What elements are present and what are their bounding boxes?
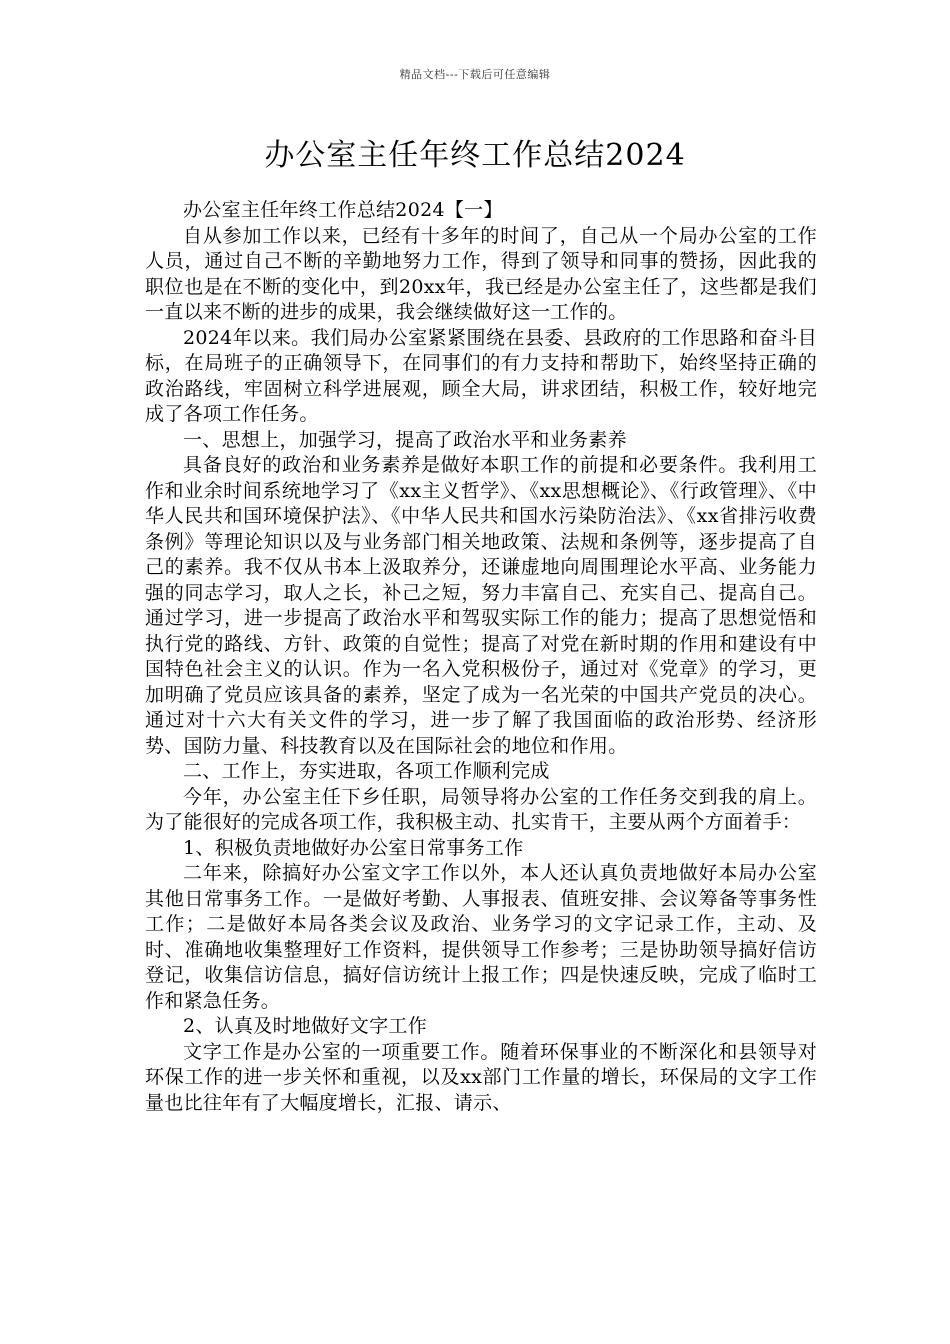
subtitle-heading: 办公室主任年终工作总结2024【一】 (183, 199, 503, 221)
document-body (145, 198, 817, 1116)
paragraph: 自从参加工作以来，已经有十多年的时间了，自己从一个局办公室的工作人员，通过自己不断的辛勤地努力工作，得到了领导和同事的赞扬，因此我的职位也是在不断的变化中，到20xx年，我已经是办公室主任了，这些都是我们一直以来不断的进步的成果，我会继续做好这一工作的。 (145, 224, 817, 323)
paragraph: 今年，办公室主任下乡任职，局领导将办公室的工作任务交到我的肩上。为了能很好的完成各项工作，我积极主动、扎实肯干，主要从两个方面着手： (145, 785, 817, 833)
paragraph: 二年来，除搞好办公室文字工作以外，本人还认真负责地做好本局办公室其他日常事务工作。一是做好考勤、人事报表、值班安排、会议筹备等事务性工作；二是做好本局各类会议及政治、业务学习的文字记录工作，主动、及时、准确地收集整理好工作资料，提供领导工作参考；三是协助领导搞好信访登记，收集信访信息，搞好信访统计上报工作；四是快速反映，完成了临时工作和紧急任务。 (145, 862, 817, 1012)
subsection-heading: 1、积极负责地做好办公室日常事务工作 (183, 836, 524, 859)
paragraph: 文字工作是办公室的一项重要工作。随着环保事业的不断深化和县领导对环保工作的进一步关怀和重视，以及xx部门工作量的增长，环保局的文字工作量也比往年有了大幅度增长，汇报、请示、 (145, 1040, 817, 1114)
paragraph: 具备良好的政治和业务素养是做好本职工作的前提和必要条件。我利用工作和业余时间系统地学习了《xx主义哲学》、《xx思想概论》、《行政管理》、《中华人民共和国环境保护法》、《中华人民共和国水污染防治法》、《xx省排污收费条例》等理论知识以及与业务部门相关地政策、法规和条例等，逐步提高了自己的素养。我不仅从书本上汲取养分，还谦虚地向周围理论水平高、业务能力强的同志学习，取人之长，补己之短，努力丰富自己、充实自己、提高自己。通过学习，进一步提高了政治水平和驾驭实际工作的能力；提高了思想觉悟和执行党的路线、方针、政策的自觉性；提高了对党在新时期的作用和建设有中国特色社会主义的认识。作为一名入党积极份子，通过对《党章》的学习，更加明确了党员应该具备的素养，坚定了成为一名光荣的中国共产党员的决心。通过对十六大有关文件的学习，进一步了解了我国面临的政治形势、经济形势、国防力量、科技教育以及在国际社会的地位和作用。 (145, 454, 817, 757)
paragraph: 2024年以来。我们局办公室紧紧围绕在县委、县政府的工作思路和奋斗目标，在局班子的正确领导下，在同事们的有力支持和帮助下，始终坚持正确的政治路线，牢固树立科学进展观，顾全大局，讲求团结，积极工作，较好地完成了各项工作任务。 (145, 326, 817, 425)
document-title: 办公室主任年终工作总结2024 (264, 138, 686, 173)
section-heading: 一、思想上，加强学习，提高了政治水平和业务素养 (183, 428, 627, 451)
subsection-heading: 2、认真及时地做好文字工作 (183, 1015, 427, 1037)
header-note: 精品文档---下载后可任意编辑 (399, 68, 551, 81)
section-heading: 二、工作上，夯实进取，各项工作顺利完成 (183, 760, 550, 782)
